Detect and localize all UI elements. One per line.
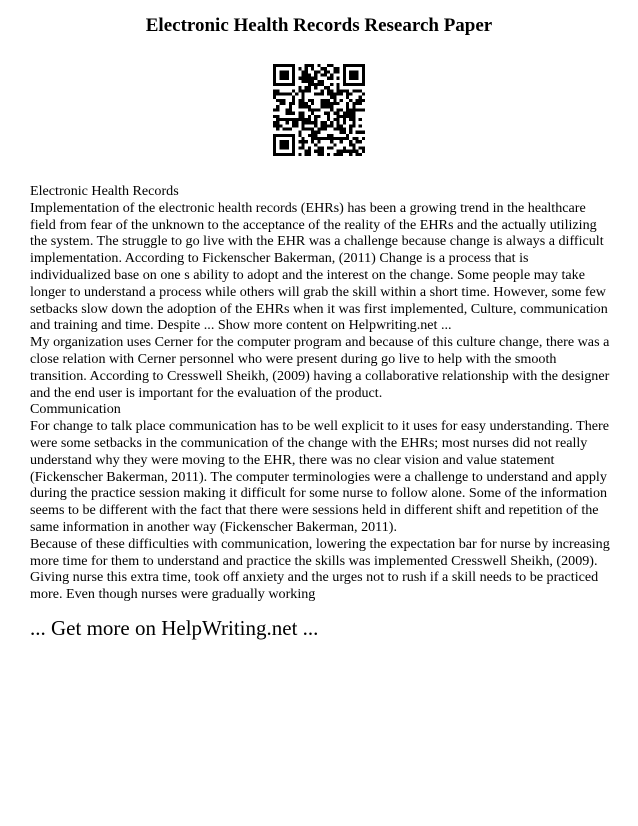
qr-code-icon [273,64,365,156]
document-body [30,183,612,603]
page-title: Electronic Health Records Research Paper [145,15,493,36]
section-heading-communication: Communication [30,401,121,418]
paragraph-communication: For change to talk place communication has to be well explicit to it uses for easy understanding. There were some setbacks in the communication of the change with the EHRs; most nurses did not really understand why they were moving to the EHR, there was no clear vision and value statement (Fickenscher Bakerman, 2011). The computer terminologies were a challenge to understand and apply during the practice session making it difficult for some nurse to follow alone. Some of the information seems to be different with the fact that there were sessions held in different shift and repetition of the same information in another way (Fickenscher Bakerman, 2011). [30,418,609,535]
get-more-link[interactable]: ... Get more on HelpWriting.net ... [30,616,319,640]
paragraph-implementation: Implementation of the electronic health records (EHRs) has been a growing trend in the healthcare field from fear of the unknown to the acceptance of the reality of the EHRs and the actually utilizing the system. The struggle to go live with the EHR was a challenge because change is always a difficult implementation. According to Fickenscher Bakerman, (2011) Change is a process that is individualized base on one s ability to adopt and the interest on the change. Some people may take longer to understand a process while others will grab the skill within a short time. However, some few setbacks slow down the adoption of the EHRs when it was first implemented, Culture, communication and training and time. Despite ... Show more content on Helpwriting.net ... [30,199,608,334]
section-heading-ehr: Electronic Health Records [30,183,179,199]
paragraph-organization: My organization uses Cerner for the computer program and because of this culture change, there was a close relation with Cerner personnel who were present during go live to help with the smooth transition. According to Cresswell Sheikh, (2009) having a collaborative relationship with the designer and the end user is important for the evaluation of the product. [30,334,610,401]
paragraph-difficulties: Because of these difficulties with communication, lowering the expectation bar for nurse by increasing more time for them to understand and practice the skills was implemented Cresswell Sheikh, (2009). Giving nurse this extra time, took off anxiety and the urges not to rush if a skill needs to be practiced more. Even though nurses were gradually working [30,535,610,603]
